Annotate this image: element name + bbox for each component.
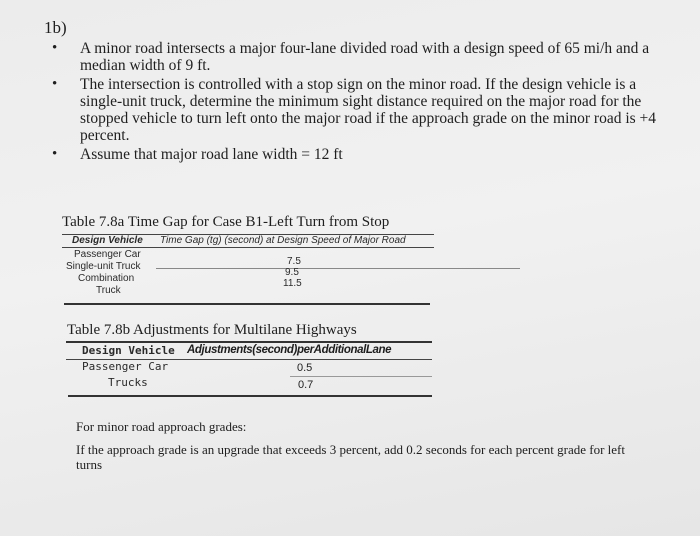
table-b-row-vehicle: Passenger Car [82,360,169,373]
bullet-item [52,40,672,74]
problem-number: 1b) [44,18,67,37]
table-a-row-vehicle: Single-unit Truck [66,261,141,272]
bullet-text: Assume that major road lane width = 12 ft [80,146,343,163]
bullet-item [52,76,672,144]
table-a-bottom-rule [64,303,430,305]
table-a-col2-header: Time Gap (tg) (second) at Design Speed of Major Road [160,235,406,246]
bullet-text: The intersection is controlled with a stop sign on the minor road. If the design vehicle is a single-unit truck, determine the minimum sight distance required on the major road for the stopped vehicle to turn left onto the major road if the approach grade on the minor road is +4 percent. [80,76,657,144]
bullet-dot-icon: • [52,146,58,162]
note-body: If the approach grade is an upgrade that exceeds 3 percent, add 0.2 seconds for each percent grade for left turns [76,442,625,472]
table-a-row-rule [156,268,520,269]
bullet-dot-icon: • [52,40,58,56]
table-a-row-vehicle: Combination [78,273,135,284]
table-a-row-value: 11.5 [283,278,302,289]
problem-bullets [52,40,672,165]
note-heading: For minor road approach grades: [76,419,247,434]
bullet-item [52,146,672,163]
table-b-top-rule [66,341,432,343]
table-b-row-rule [290,376,432,377]
table-b-bottom-rule [68,395,432,397]
table-a-row-vehicle-line2: Truck [96,285,121,296]
table-b-row-vehicle: Trucks [108,376,148,389]
table-b-row-value: 0.7 [298,379,314,391]
table-a-col1-header: Design Vehicle [72,235,143,246]
table-a-row-vehicle: Passenger Car [74,249,141,260]
bullet-text: A minor road intersects a major four-lane divided road with a design speed of 65 mi/h and a median width of 9 ft. [80,40,650,74]
table-b-col1-header: Design Vehicle [82,344,175,357]
grade-adjustment-note [76,419,636,472]
table-a-row-value: 9.5 [285,267,299,278]
table-b-col2-header: Adjustments(second)perAdditionalLane [187,344,392,356]
table-b-row-value: 0.5 [297,362,313,374]
table-a-title: Table 7.8a Time Gap for Case B1-Left Turn from Stop [62,214,390,230]
table-b-title: Table 7.8b Adjustments for Multilane Highways [67,322,357,338]
bullet-dot-icon: • [52,76,58,92]
table-a-row-value: 7.5 [287,256,301,267]
table-a-header-rule [62,247,434,248]
